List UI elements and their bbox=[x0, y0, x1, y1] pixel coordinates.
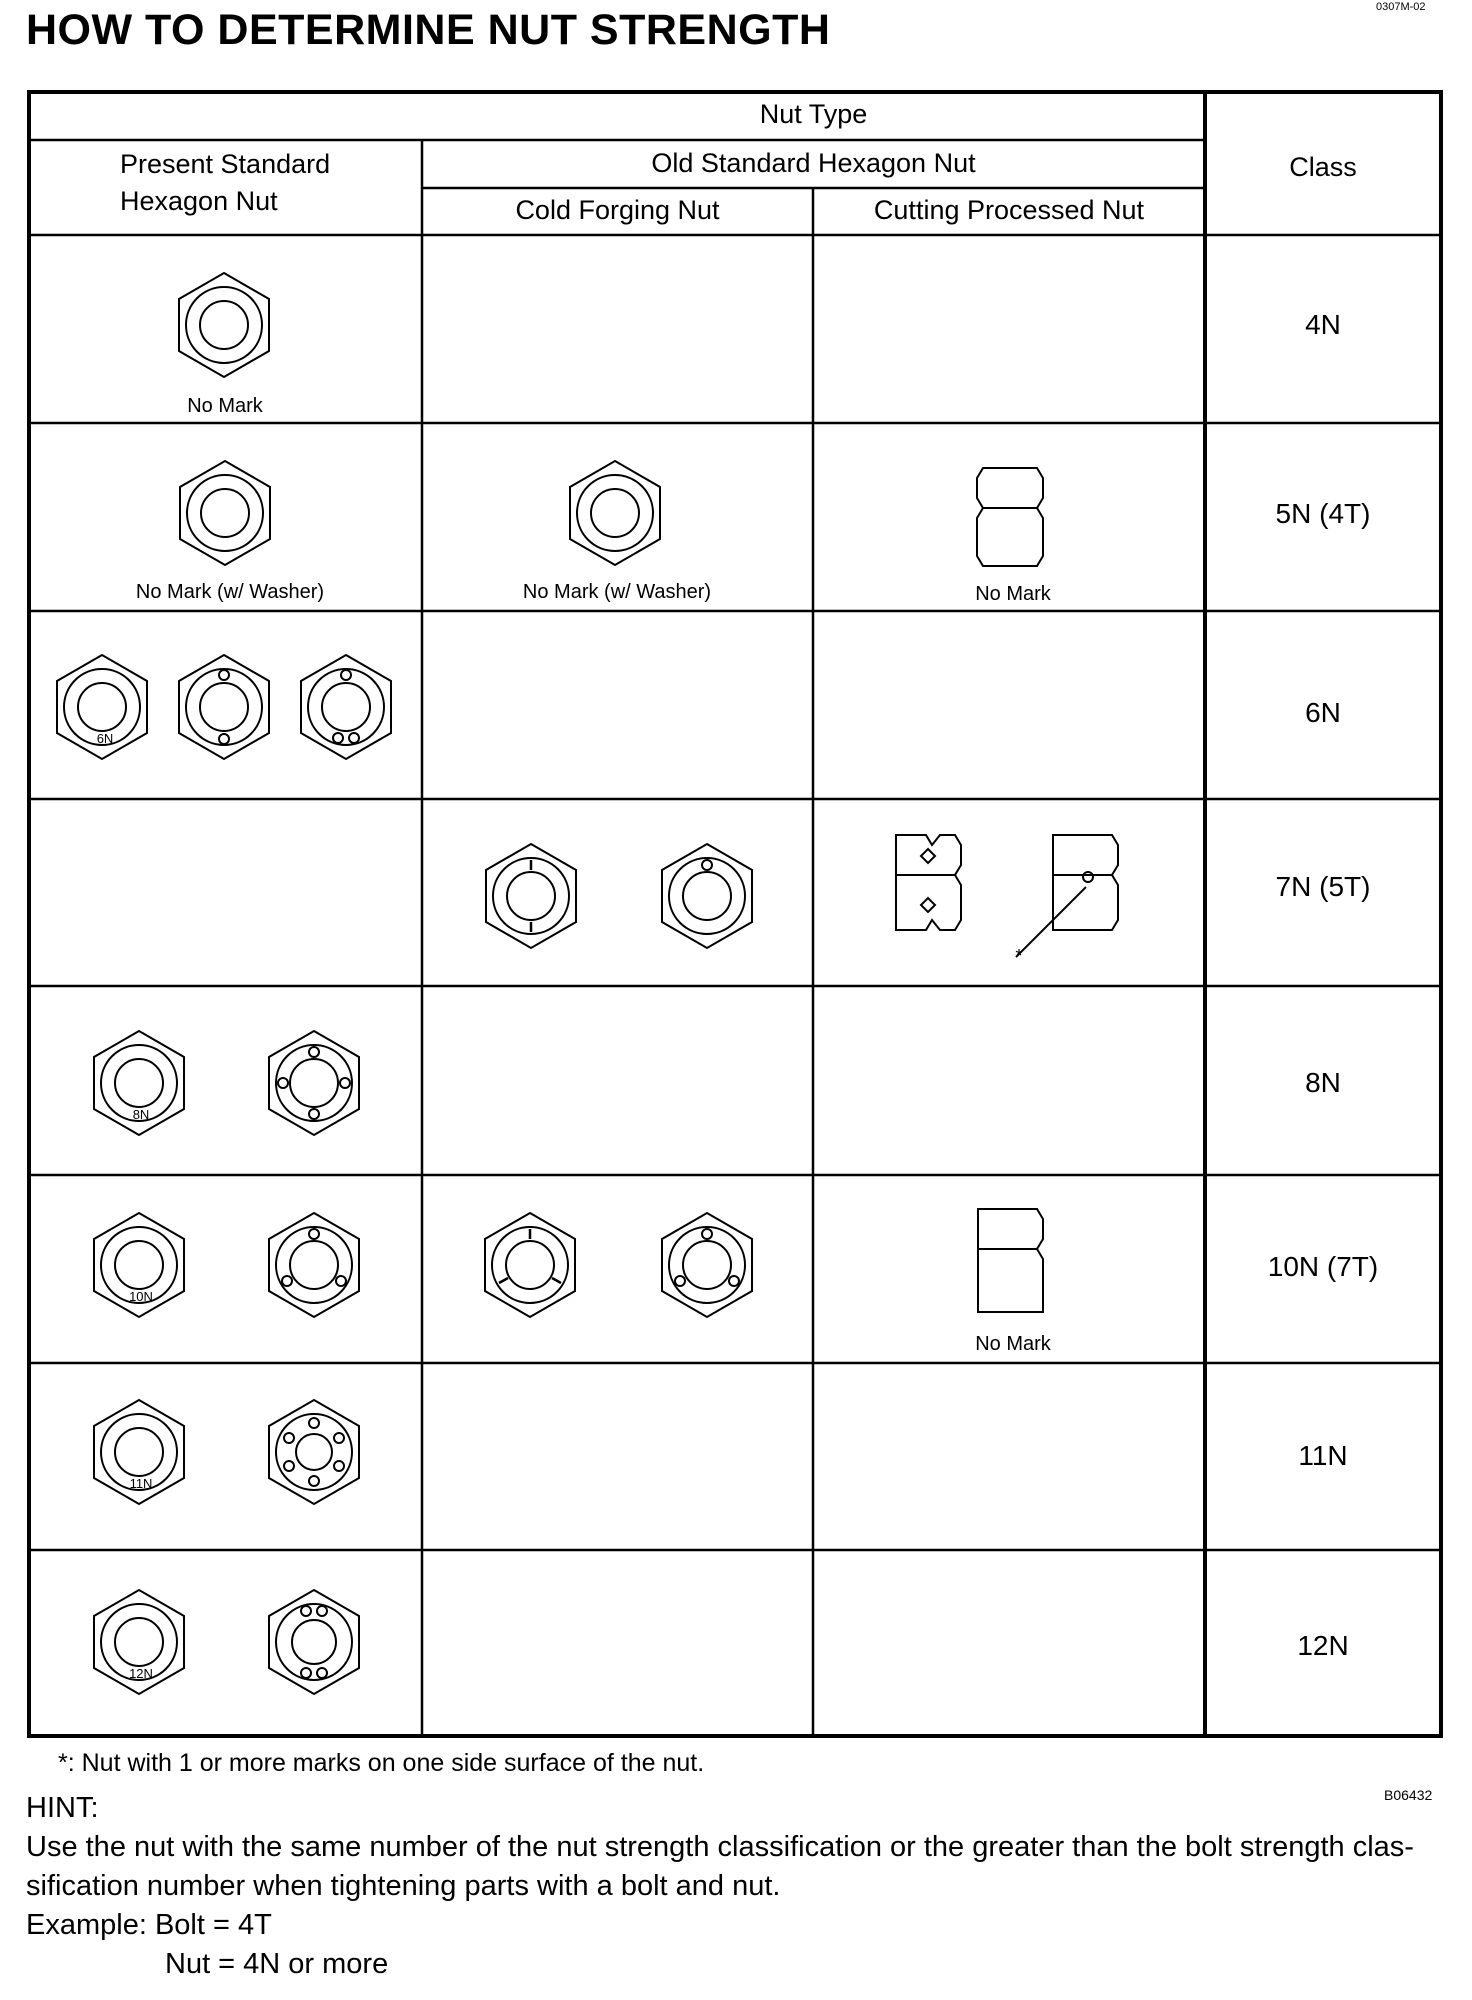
hex-nut-12n-icon bbox=[89, 1589, 189, 1695]
header-class: Class bbox=[1289, 152, 1357, 182]
hint-heading: HINT: bbox=[26, 1792, 99, 1824]
nut-label: No Mark bbox=[975, 1333, 1051, 1355]
hex-nut-paired-dots-icon bbox=[264, 1589, 364, 1695]
hex-nut-3-dots-icon bbox=[264, 1212, 364, 1318]
class-cell: 7N (5T) bbox=[1275, 871, 1371, 902]
nut-side-diamond-marks-icon bbox=[893, 832, 963, 947]
hex-nut-11n-icon bbox=[89, 1399, 189, 1505]
nut-mark: 12N bbox=[129, 1666, 153, 1681]
class-cell: 8N bbox=[1305, 1067, 1341, 1098]
nut-label: No Mark bbox=[187, 395, 263, 417]
hex-nut-3-lines-icon bbox=[480, 1212, 580, 1318]
hint-example-bolt: Example: Bolt = 4T bbox=[26, 1909, 272, 1941]
nut-mark: 10N bbox=[129, 1289, 153, 1304]
callout-asterisk: * bbox=[1015, 946, 1023, 966]
header-cold-forging: Cold Forging Nut bbox=[515, 195, 720, 225]
footnote: *: Nut with 1 or more marks on one side surface of the nut. bbox=[58, 1749, 705, 1777]
class-cell: 10N (7T) bbox=[1267, 1251, 1379, 1282]
hex-nut-3-dots-icon bbox=[296, 654, 396, 760]
class-cell: 5N (4T) bbox=[1275, 498, 1371, 529]
hex-nut-6n-icon bbox=[52, 654, 152, 760]
header-old-standard: Old Standard Hexagon Nut bbox=[651, 148, 976, 178]
hex-nut-1-dot-icon bbox=[657, 843, 757, 949]
hex-nut-washer-icon bbox=[565, 460, 665, 566]
hex-nut-2-lines-icon bbox=[481, 843, 581, 949]
hex-nut-3-dots-icon bbox=[657, 1212, 757, 1318]
nut-mark: 6N bbox=[96, 731, 114, 746]
hex-nut-8n-icon bbox=[89, 1030, 189, 1136]
header-present-standard: Present Standard Hexagon Nut bbox=[120, 149, 331, 216]
nut-mark: 11N bbox=[129, 1476, 153, 1491]
hint-body: Use the nut with the same number of the nut strength classification or the greater than the bolt strength clas-sification number when tightening parts with a bolt and nut. bbox=[26, 1831, 1414, 1902]
nut-side-view-icon bbox=[975, 460, 1045, 575]
hex-nut-10n-icon bbox=[89, 1212, 189, 1318]
nut-mark: 8N bbox=[132, 1107, 150, 1122]
nut-side-view-icon bbox=[975, 1206, 1045, 1321]
class-cell: 12N bbox=[1297, 1630, 1349, 1661]
hint-section bbox=[26, 1789, 1456, 1984]
hex-nut-4-dots-icon bbox=[264, 1030, 364, 1136]
nut-label: No Mark bbox=[975, 583, 1051, 605]
nut-label: No Mark (w/ Washer) bbox=[135, 581, 325, 603]
class-cell: 4N bbox=[1305, 309, 1341, 340]
header-cutting-processed: Cutting Processed Nut bbox=[873, 195, 1145, 225]
class-cell: 11N bbox=[1298, 1440, 1348, 1471]
hex-nut-washer-icon bbox=[175, 460, 275, 566]
hint-example-nut: Nut = 4N or more bbox=[165, 1948, 389, 1980]
page-title: HOW TO DETERMINE NUT STRENGTH bbox=[26, 6, 831, 54]
class-cell: 6N bbox=[1305, 697, 1341, 728]
header-nut-type: Nut Type bbox=[759, 99, 868, 129]
hex-nut-6-dots-icon bbox=[264, 1399, 364, 1505]
hex-nut-2-dots-icon bbox=[174, 654, 274, 760]
nut-label: No Mark (w/ Washer) bbox=[522, 581, 712, 603]
document-code: 0307M-02 bbox=[1376, 1, 1426, 13]
hex-nut-plain-icon bbox=[174, 272, 274, 378]
figure-code: B06432 bbox=[1384, 1787, 1433, 1803]
